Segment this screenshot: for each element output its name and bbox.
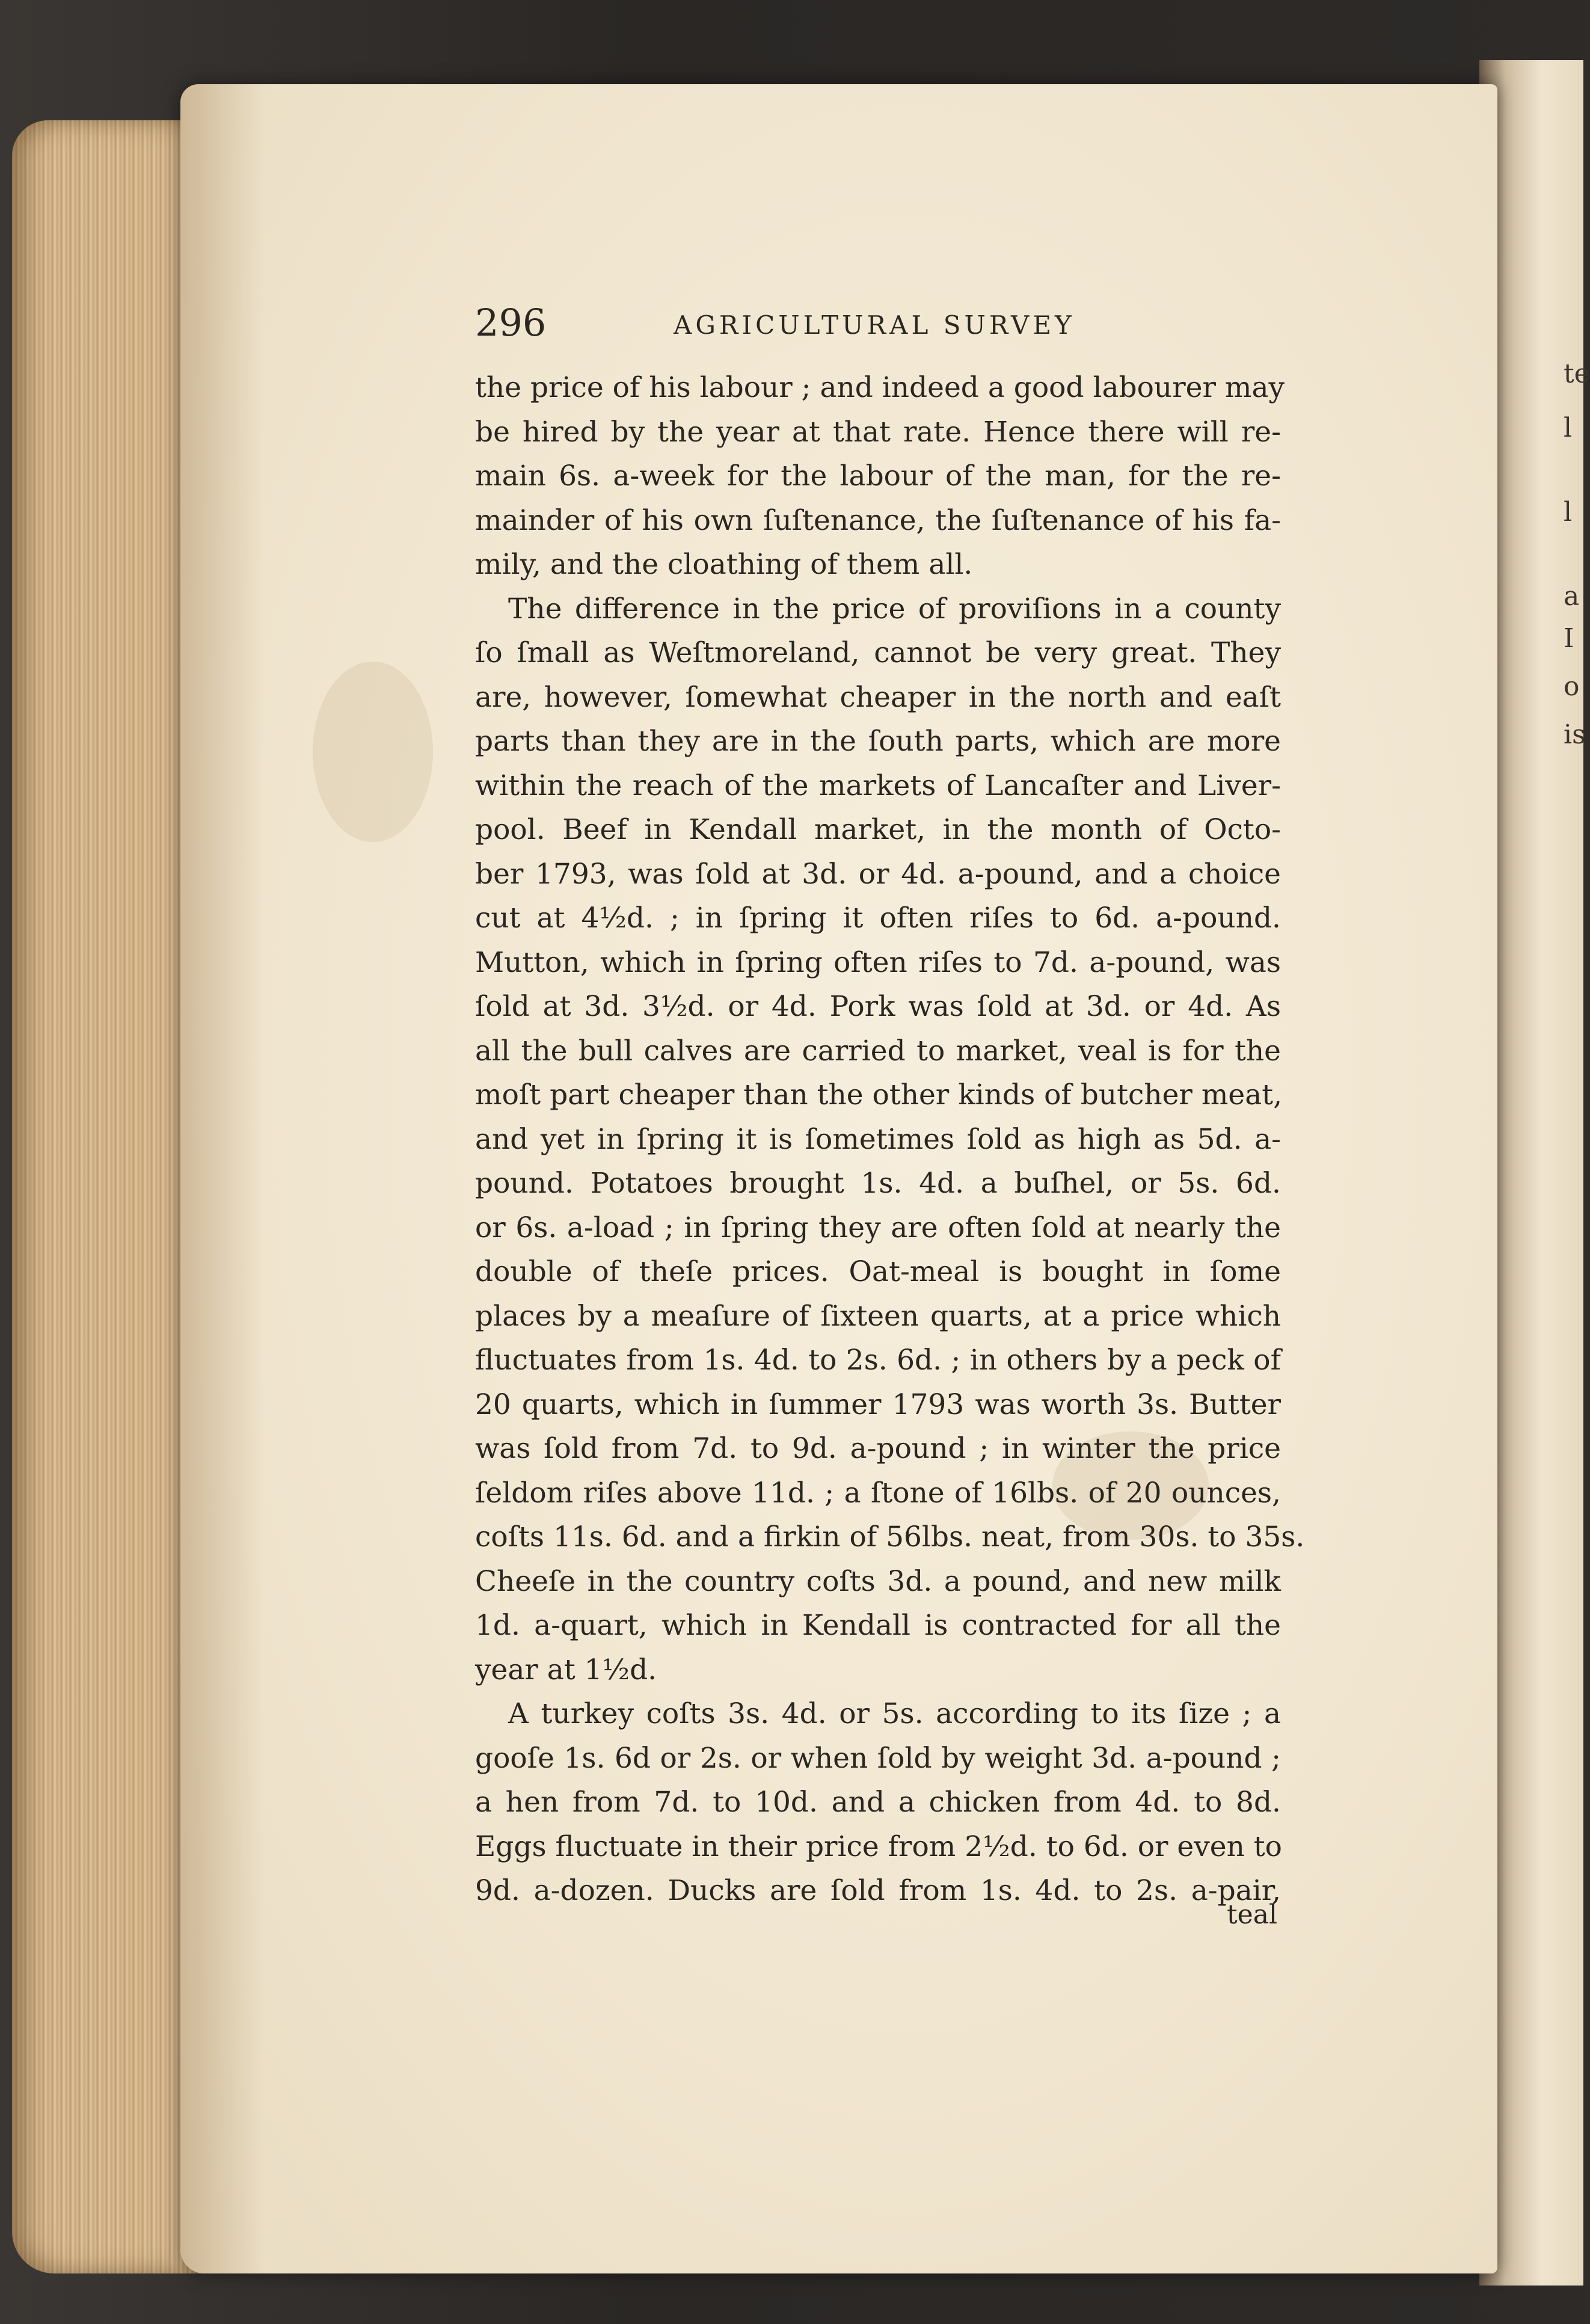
text-line: was ſold from 7d. to 9d. a-pound ; in winter the price	[475, 1432, 1281, 1465]
text-line: the price of his labour ; and indeed a good labourer may	[475, 371, 1285, 404]
text-line: cut at 4½d. ; in ſpring it often riſes to 6d. a-pound.	[475, 902, 1281, 935]
text-line: parts than they are in the ſouth parts, which are more	[475, 725, 1281, 758]
catchword: teal	[1227, 1899, 1278, 1930]
text-line: A turkey coſts 3s. 4d. or 5s. according to its ſize ; a	[508, 1697, 1281, 1730]
text-line: coſts 11s. 6d. and a firkin of 56lbs. neat, from 30s. to 35s.	[475, 1520, 1305, 1554]
text-line: fluctuates from 1s. 4d. to 2s. 6d. ; in others by a peck of	[475, 1344, 1281, 1377]
text-line: double of theſe prices. Oat-meal is bought in ſome	[475, 1255, 1281, 1288]
text-line: pool. Beef in Kendall market, in the month of Octo-	[475, 813, 1281, 846]
body-text	[475, 366, 1305, 1913]
text-line: ber 1793, was ſold at 3d. or 4d. a-pound, and a choice	[475, 857, 1281, 891]
text-line: The difference in the price of proviſions in a county	[508, 592, 1281, 626]
text-line: mily, and the cloathing of them all.	[475, 548, 973, 581]
paper-stain	[313, 662, 433, 842]
running-title: AGRICULTURAL SURVEY	[674, 310, 1075, 340]
text-line: ſo ſmall as Weſtmoreland, cannot be very great. They	[475, 636, 1281, 669]
facing-page-fragment: I	[1564, 623, 1574, 654]
text-line: Eggs fluctuate in their price from 2½d. to 6d. or even to	[475, 1830, 1282, 1863]
facing-page-fragment: l	[1564, 497, 1573, 527]
facing-page-fragment: te	[1564, 358, 1590, 389]
text-line: and yet in ſpring it is ſometimes ſold as high as 5d. a-	[475, 1122, 1281, 1156]
text-line: are, however, ſomewhat cheaper in the north and eaſt	[475, 680, 1281, 714]
running-head	[475, 301, 1293, 349]
text-line: a hen from 7d. to 10d. and a chicken from 4d. to 8d.	[475, 1786, 1281, 1819]
text-line: places by a meaſure of ſixteen quarts, at a price which	[475, 1299, 1281, 1333]
text-line: all the bull calves are carried to market, veal is for the	[475, 1034, 1281, 1068]
text-line: within the reach of the markets of Lancaſter and Liver-	[475, 769, 1281, 802]
text-line: main 6s. a-week for the labour of the man, for the re-	[475, 460, 1281, 493]
facing-page-fragment: l	[1564, 413, 1573, 443]
text-line: ſold at 3d. 3½d. or 4d. Pork was ſold at 3d. or 4d. As	[475, 990, 1281, 1023]
text-line: year at 1½d.	[475, 1653, 657, 1686]
text-line: pound. Potatoes brought 1s. 4d. a buſhel, or 5s. 6d.	[475, 1167, 1281, 1200]
facing-page-fragment: a	[1564, 581, 1580, 612]
text-line: be hired by the year at that rate. Hence there will re-	[475, 415, 1281, 449]
facing-page-fragment: is	[1564, 719, 1586, 750]
text-line: Cheeſe in the country coſts 3d. a pound, and new milk	[475, 1564, 1281, 1598]
text-line: moſt part cheaper than the other kinds of butcher meat,	[475, 1078, 1283, 1111]
text-line: mainder of his own ſuſtenance, the ſuſtenance of his fa-	[475, 503, 1281, 537]
text-line: Mutton, which in ſpring often riſes to 7d. a-pound, was	[475, 945, 1281, 979]
text-line: 20 quarts, which in ſummer 1793 was worth 3s. Butter	[475, 1388, 1281, 1421]
text-line: gooſe 1s. 6d or 2s. or when ſold by weight 3d. a-pound ;	[475, 1741, 1281, 1775]
text-line: ſeldom riſes above 11d. ; a ſtone of 16lbs. of 20 ounces,	[475, 1476, 1281, 1510]
page-curl-shadow	[180, 84, 265, 2273]
facing-page-fragment: o	[1564, 671, 1580, 702]
text-line: 1d. a-quart, which in Kendall is contracted for all the	[475, 1609, 1281, 1642]
text-line: 9d. a-dozen. Ducks are ſold from 1s. 4d. to 2s. a-pair,	[475, 1874, 1281, 1907]
page-number: 296	[475, 301, 547, 345]
text-line: or 6s. a-load ; in ſpring they are often ſold at nearly the	[475, 1211, 1281, 1244]
